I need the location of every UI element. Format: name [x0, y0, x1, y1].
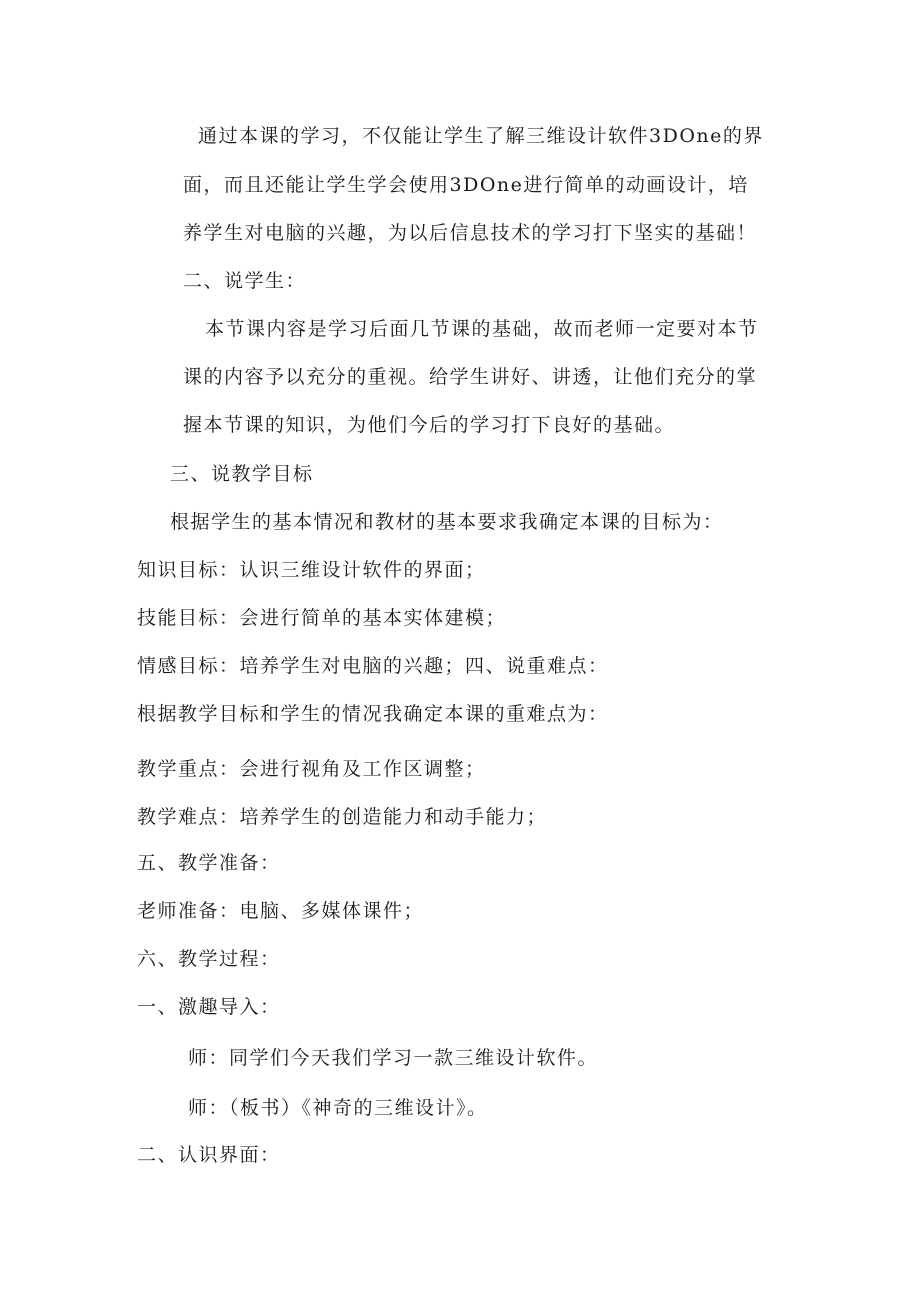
section-heading-students: 二、说学生：: [183, 270, 307, 292]
step-heading-introduction: 一、激趣导入：: [137, 996, 281, 1018]
section-heading-process: 六、教学过程：: [137, 948, 281, 970]
body-paragraph-line-5: 课的内容予以充分的重视。给学生讲好、讲透，让他们充分的掌: [183, 366, 758, 388]
skill-objective: 技能目标：会进行简单的基本实体建模；: [137, 607, 507, 629]
section-heading-objectives: 三、说教学目标: [170, 463, 314, 485]
body-paragraph-line-8: 根据教学目标和学生的情况我确定本课的重难点为：: [137, 703, 609, 725]
teacher-line-1: 师：同学们今天我们学习一款三维设计软件。: [188, 1047, 599, 1069]
teacher-line-2: 师：（板书）《神奇的三维设计》。: [188, 1097, 488, 1119]
body-paragraph-line-7: 根据学生的基本情况和教材的基本要求我确定本课的目标为：: [170, 511, 724, 533]
teaching-difficulty: 教学难点：培养学生的创造能力和动手能力；: [137, 806, 548, 828]
section-heading-preparation: 五、教学准备：: [137, 852, 281, 874]
body-paragraph-line-6: 握本节课的知识，为他们今后的学习打下良好的基础。: [183, 414, 676, 436]
body-paragraph-line-1: 通过本课的学习，不仅能让学生了解三维设计软件3DOne的界: [198, 125, 764, 147]
step-heading-interface: 二、认识界面：: [137, 1144, 281, 1166]
knowledge-objective: 知识目标：认识三维设计软件的界面；: [137, 559, 486, 581]
teacher-preparation: 老师准备：电脑、多媒体课件；: [137, 900, 425, 922]
body-paragraph-line-3: 养学生对电脑的兴趣，为以后信息技术的学习打下坚实的基础！: [183, 222, 758, 244]
teaching-key-point: 教学重点：会进行视角及工作区调整；: [137, 758, 486, 780]
body-paragraph-line-4: 本节课内容是学习后面几节课的基础，故而老师一定要对本节: [205, 318, 759, 340]
body-paragraph-line-2: 面，而且还能让学生学会使用3DOne进行简单的动画设计，培: [183, 174, 749, 196]
emotion-objective: 情感目标：培养学生对电脑的兴趣；四、说重难点：: [137, 655, 609, 677]
